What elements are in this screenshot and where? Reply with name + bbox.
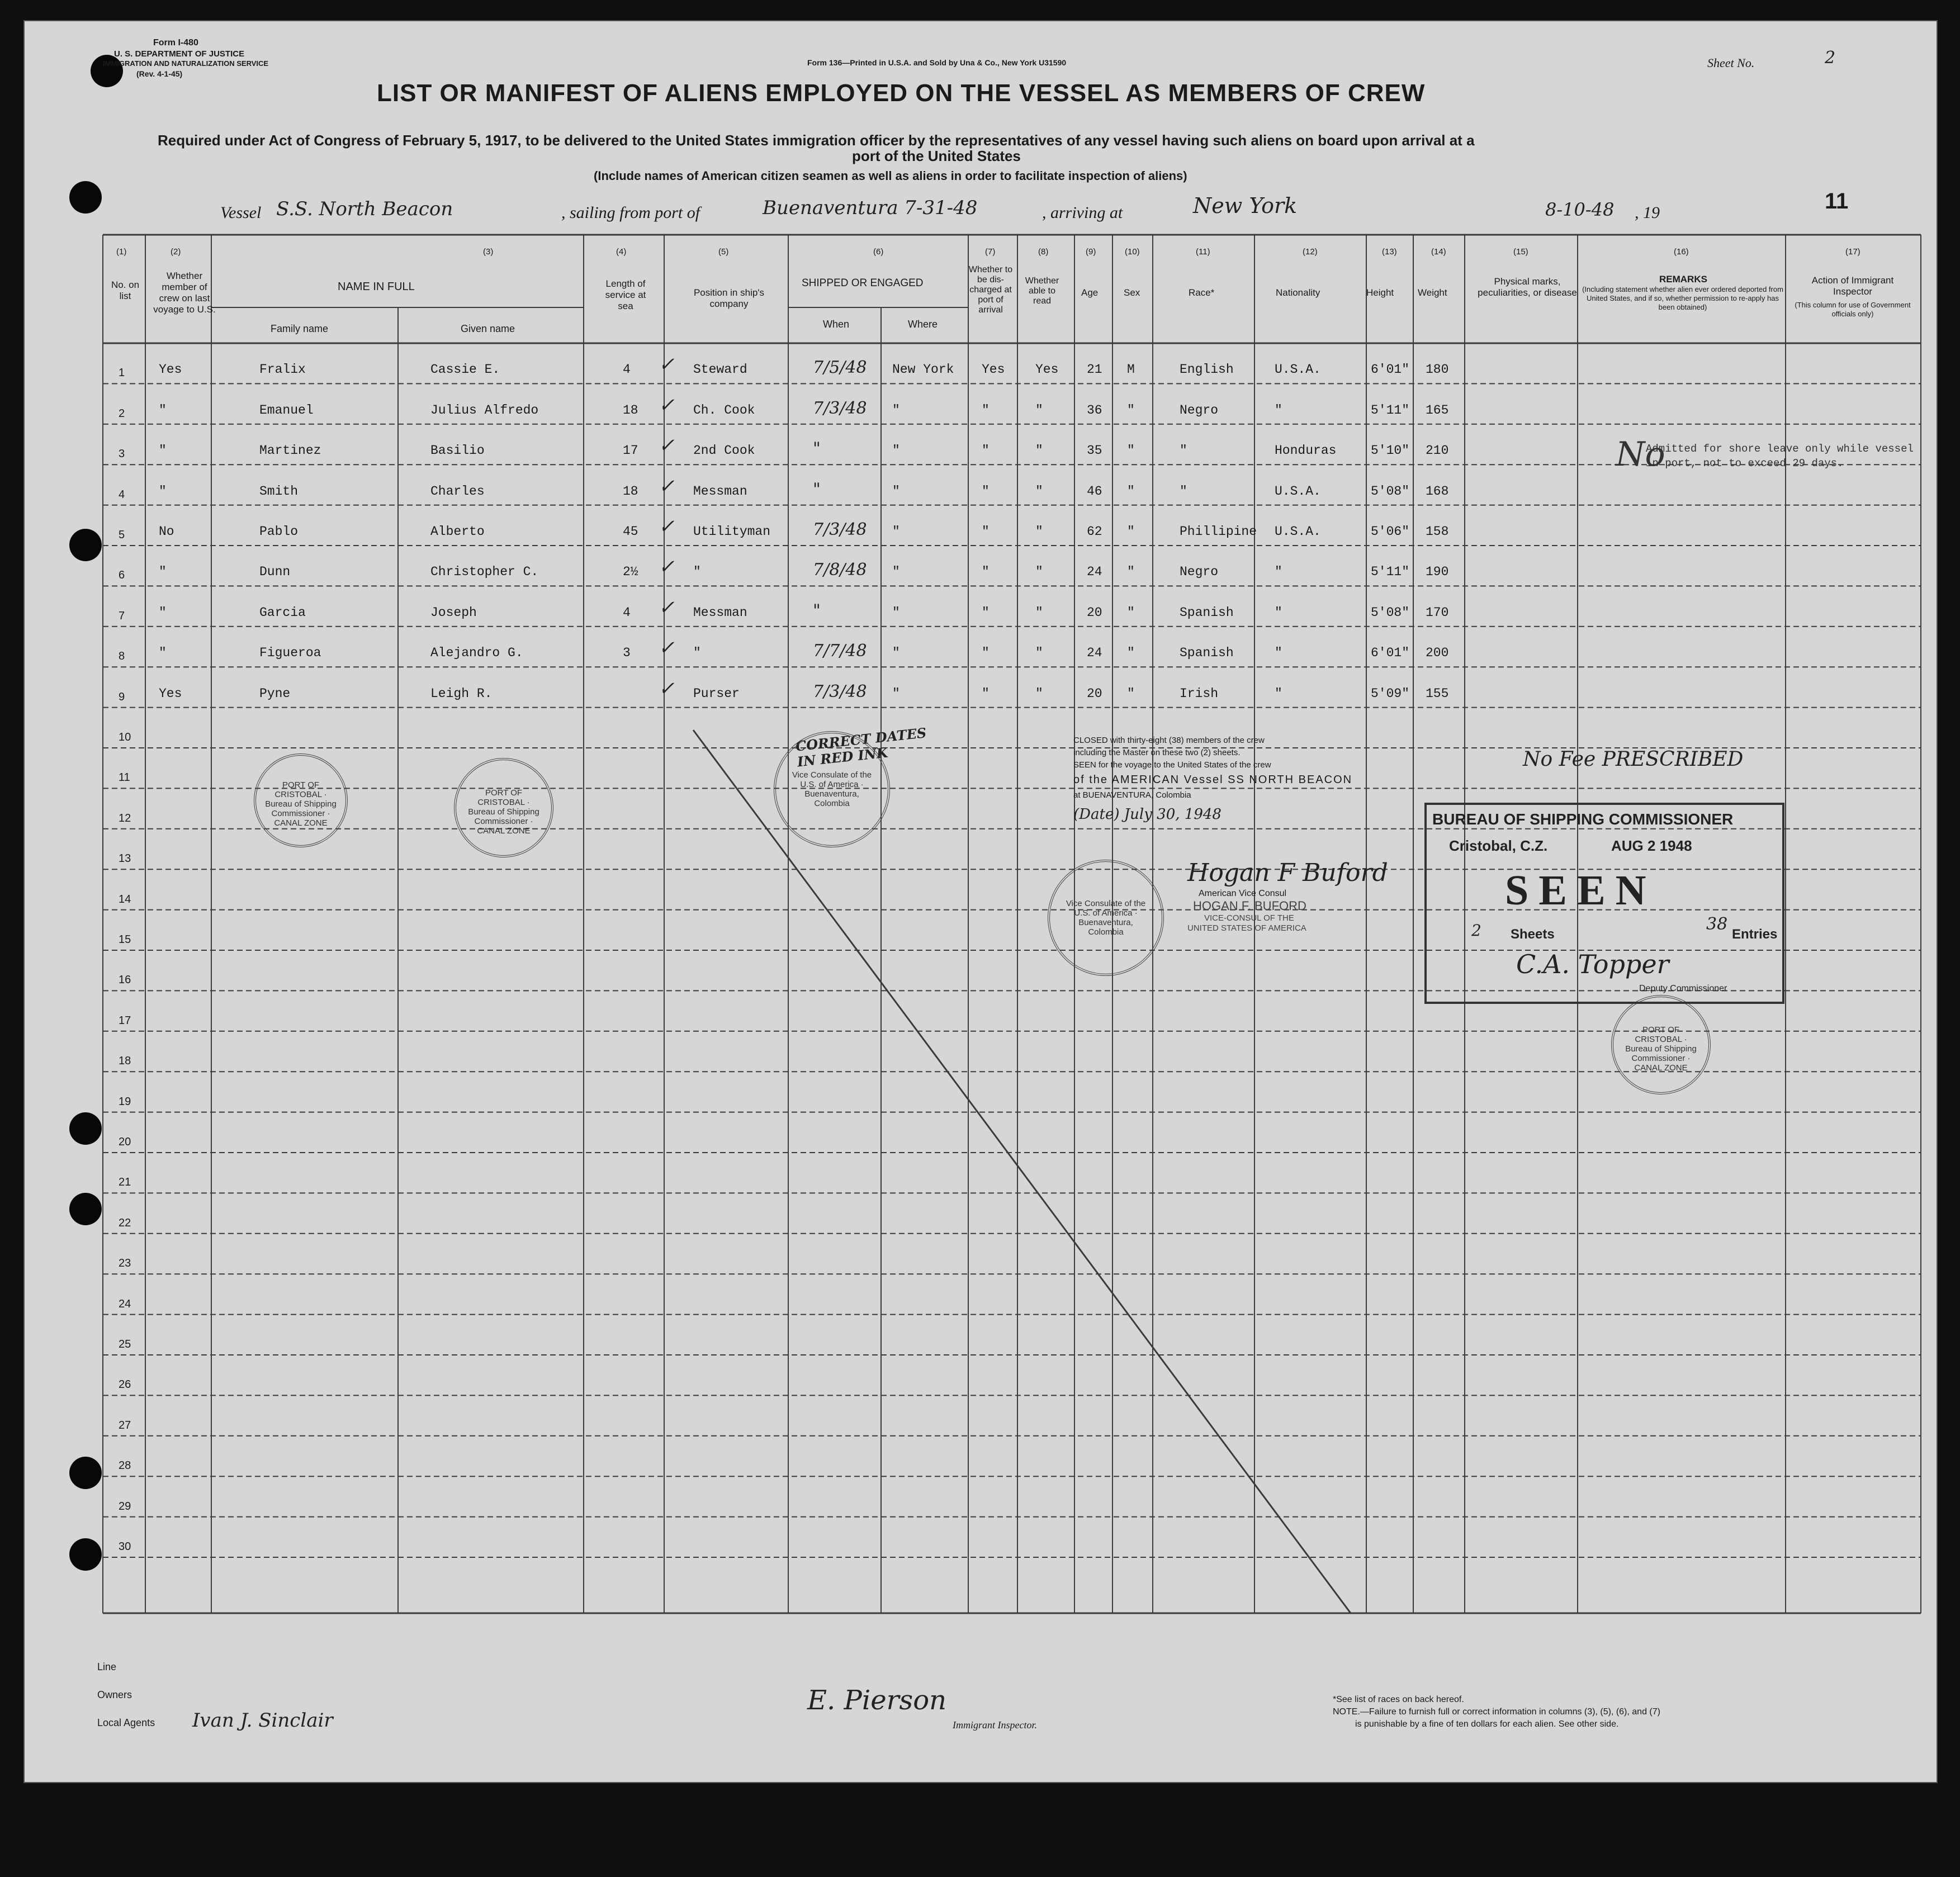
column-number: (9) <box>1086 247 1096 257</box>
revision: (Rev. 4-1-45) <box>136 69 183 78</box>
service-length-cell: 17 <box>623 443 638 458</box>
column-number: (12) <box>1303 247 1318 257</box>
column-number: (15) <box>1513 247 1528 257</box>
family-name-cell: Figueroa <box>259 646 321 661</box>
last-voyage-cell: " <box>159 484 167 499</box>
col5-header: Position in ship's company <box>693 287 765 309</box>
commissioner-sheets-num: 2 <box>1471 921 1481 940</box>
discharge-cell: " <box>982 686 990 701</box>
port-stamp-text: PORT OF CRISTOBAL · Bureau of Shipping Commissioner · CANAL ZONE <box>1625 1025 1697 1073</box>
family-name-cell: Fralix <box>259 362 306 377</box>
position-cell: " <box>693 565 701 580</box>
discharge-cell: " <box>982 605 990 620</box>
race-cell: " <box>1180 484 1187 499</box>
col7-header: Whether to be dis-charged at port of arrival <box>968 265 1013 315</box>
row-number: 16 <box>119 974 131 987</box>
age-cell: 62 <box>1087 524 1102 539</box>
last-voyage-cell: " <box>159 646 167 661</box>
last-voyage-cell: Yes <box>159 686 182 701</box>
family-name-cell: Dunn <box>259 565 291 580</box>
shipped-where-cell: " <box>892 443 900 458</box>
position-cell: Messman <box>693 605 747 620</box>
race-cell: " <box>1180 443 1187 458</box>
closed-line-6: (Date) July 30, 1948 <box>1073 806 1222 823</box>
row-number: 20 <box>119 1136 131 1148</box>
nationality-cell: Honduras <box>1275 443 1337 458</box>
family-name-cell: Martinez <box>259 443 321 458</box>
weight-cell: 158 <box>1426 524 1449 539</box>
col14-header: Weight <box>1418 287 1447 298</box>
col16-body: (Including statement whether alien ever ordered deported from United States, and if so, whether permission to re-apply has been obtained) <box>1582 285 1783 311</box>
able-to-read-cell: " <box>1035 443 1043 458</box>
page-stamp-number: 11 <box>1825 189 1849 214</box>
page-title: LIST OR MANIFEST OF ALIENS EMPLOYED ON THE VESSEL AS MEMBERS OF CREW <box>377 79 1426 107</box>
row-number: 7 <box>119 609 125 622</box>
sex-cell: " <box>1127 605 1135 620</box>
no-fee-note: No Fee PRESCRIBED <box>1523 748 1744 771</box>
col2-header: Whether member of crew on last voyage to U.S. <box>153 271 216 315</box>
height-cell: 6'01" <box>1371 646 1410 661</box>
family-name-cell: Pyne <box>259 686 291 701</box>
commissioner-stamp <box>1424 803 1784 1004</box>
check-mark: ✓ <box>659 515 675 538</box>
position-cell: Messman <box>693 484 747 499</box>
row-number: 18 <box>119 1055 131 1068</box>
closed-line-2: including the Master on these two (2) sheets. <box>1073 748 1241 757</box>
column-number: (1) <box>116 247 127 257</box>
shipped-when-cell: " <box>813 600 821 620</box>
age-cell: 20 <box>1087 605 1102 620</box>
weight-cell: 155 <box>1426 686 1449 701</box>
shipped-where-cell: " <box>892 686 900 701</box>
check-mark: ✓ <box>659 475 675 497</box>
row-number: 21 <box>119 1176 131 1189</box>
age-cell: 21 <box>1087 362 1102 377</box>
row-number: 8 <box>119 650 125 663</box>
shipped-when-cell: 7/3/48 <box>813 681 867 701</box>
last-voyage-cell: " <box>159 402 167 418</box>
row-number: 28 <box>119 1459 131 1472</box>
nationality-cell: U.S.A. <box>1275 362 1321 377</box>
commissioner-date: AUG 2 1948 <box>1611 837 1692 854</box>
shipped-when-cell: 7/8/48 <box>813 560 867 580</box>
race-cell: Irish <box>1180 686 1219 701</box>
check-mark: ✓ <box>659 596 675 619</box>
shipped-when-cell: 7/7/48 <box>813 641 867 661</box>
col10-header: Sex <box>1124 287 1140 298</box>
shipped-where-cell: " <box>892 484 900 499</box>
row-number: 15 <box>119 933 131 946</box>
commissioner-role: Deputy Commissioner <box>1639 984 1727 993</box>
shipped-where-cell: New York <box>892 362 954 377</box>
inspector-label: Immigrant Inspector. <box>953 1719 1037 1731</box>
commissioner-entries-num: 38 <box>1706 914 1728 934</box>
commissioner-signature: C.A. Topper <box>1516 949 1669 979</box>
commissioner-entries-label: Entries <box>1732 927 1778 942</box>
shipped-where-cell: " <box>892 524 900 539</box>
able-to-read-cell: " <box>1035 402 1043 418</box>
nationality-cell: U.S.A. <box>1275 484 1321 499</box>
date-value: 8-10-48 <box>1545 199 1615 220</box>
check-mark: ✓ <box>659 434 675 457</box>
remark-mark: No <box>1616 435 1665 474</box>
column-number: (16) <box>1674 247 1689 257</box>
port-stamp-text: PORT OF CRISTOBAL · Bureau of Shipping Commissioner · CANAL ZONE <box>468 788 539 836</box>
given-name-cell: Alejandro G. <box>430 646 523 661</box>
port-stamp-text: PORT OF CRISTOBAL · Bureau of Shipping Commissioner · CANAL ZONE <box>265 780 337 828</box>
col15-header: Physical marks, peculiarities, or disease <box>1478 276 1577 298</box>
subtitle-1: Required under Act of Congress of February 5, 1917, to be delivered to the United States immigration officer by the representatives of any vessel having such aliens on board upon arrival at a <box>158 132 1475 149</box>
col6a-header: When <box>823 319 850 330</box>
vessel-value: S.S. North Beacon <box>276 198 453 220</box>
col17-title: Action of Immigrant Inspector <box>1811 275 1894 297</box>
given-name-cell: Leigh R. <box>430 686 493 701</box>
age-cell: 24 <box>1087 565 1102 580</box>
shipped-when-cell: 7/3/48 <box>813 520 867 539</box>
port-stamp-seal <box>1611 995 1711 1094</box>
column-number: (11) <box>1196 247 1210 257</box>
arriving-value: New York <box>1193 193 1298 218</box>
check-mark: ✓ <box>659 677 675 700</box>
able-to-read-cell: Yes <box>1035 362 1059 377</box>
position-cell: Ch. Cook <box>693 402 755 418</box>
subtitle-2: port of the United States <box>852 148 1021 164</box>
row-number: 13 <box>119 852 131 865</box>
sex-cell: M <box>1127 362 1135 377</box>
check-mark: ✓ <box>659 353 675 376</box>
height-cell: 5'09" <box>1371 686 1410 701</box>
row-number: 23 <box>119 1257 131 1270</box>
year-label: , 19 <box>1635 203 1660 222</box>
able-to-read-cell: " <box>1035 646 1043 661</box>
arriving-label: , arriving at <box>1042 203 1123 222</box>
service-length-cell: 4 <box>623 605 631 620</box>
nationality-cell: U.S.A. <box>1275 524 1321 539</box>
row-number: 5 <box>119 529 125 541</box>
remark-note: Admitted for shore leave only while vessel in port, not to exceed 29 days. <box>1646 443 1914 470</box>
row-number: 22 <box>119 1216 131 1229</box>
given-name-cell: Basilio <box>430 443 485 458</box>
footer-note-2: NOTE.—Failure to furnish full or correct information in columns (3), (5), (6), and (7) <box>1333 1707 1660 1717</box>
age-cell: 46 <box>1087 484 1102 499</box>
col17-body: (This column for use of Government officials only) <box>1795 301 1911 318</box>
consulate-seal-text: Vice Consulate of the U.S. of America · Buenaventura, Colombia <box>792 770 872 808</box>
col13-header: Height <box>1366 287 1394 298</box>
weight-cell: 168 <box>1426 484 1449 499</box>
age-cell: 36 <box>1087 402 1102 418</box>
row-number: 30 <box>119 1541 131 1553</box>
printer-line: Form 136—Printed in U.S.A. and Sold by Una & Co., New York U31590 <box>807 58 1067 67</box>
column-number: (4) <box>616 247 627 257</box>
commissioner-place: Cristobal, C.Z. <box>1449 837 1548 854</box>
family-name-cell: Smith <box>259 484 299 499</box>
column-number: (13) <box>1382 247 1397 257</box>
col16-title: REMARKS <box>1659 274 1707 285</box>
row-number: 29 <box>119 1500 131 1513</box>
closed-line-1: CLOSED with thirty-eight (38) members of the crew <box>1073 736 1265 745</box>
position-cell: Steward <box>693 362 747 377</box>
department: U. S. DEPARTMENT OF JUSTICE <box>114 49 245 59</box>
port-stamp-seal <box>454 758 553 857</box>
given-name-cell: Alberto <box>430 524 485 539</box>
col3b-header: Given name <box>461 323 515 334</box>
closed-line-5: at BUENAVENTURA, Colombia <box>1073 790 1191 800</box>
age-cell: 20 <box>1087 686 1102 701</box>
row-number: 3 <box>119 448 125 461</box>
row-number: 17 <box>119 1014 131 1027</box>
service-length-cell: 2½ <box>623 565 638 580</box>
able-to-read-cell: " <box>1035 524 1043 539</box>
col3-header: NAME IN FULL <box>338 281 415 293</box>
row-number: 6 <box>119 569 125 582</box>
footer-agents-value: Ivan J. Sinclair <box>192 1709 333 1732</box>
vessel-label: Vessel <box>220 203 262 222</box>
col4-header: Length of service at sea <box>605 278 646 311</box>
footer-agents-label: Local Agents <box>97 1717 155 1728</box>
race-cell: Spanish <box>1180 605 1234 620</box>
consulate-seal-text: Vice Consulate of the U.S. of America · Buenaventura, Colombia <box>1066 899 1146 937</box>
service-length-cell: 45 <box>623 524 638 539</box>
weight-cell: 210 <box>1426 443 1449 458</box>
row-number: 1 <box>119 367 125 380</box>
race-cell: Phillipine <box>1180 524 1257 539</box>
column-number: (17) <box>1845 247 1860 257</box>
service: IMMIGRATION AND NATURALIZATION SERVICE <box>103 59 269 68</box>
consulate-seal <box>1048 860 1164 976</box>
column-number: (6) <box>873 247 884 257</box>
able-to-read-cell: " <box>1035 605 1043 620</box>
sex-cell: " <box>1127 686 1135 701</box>
family-name-cell: Emanuel <box>259 402 314 418</box>
sailing-label: , sailing from port of <box>561 203 700 222</box>
discharge-cell: " <box>982 484 990 499</box>
service-length-cell: 4 <box>623 362 631 377</box>
sex-cell: " <box>1127 402 1135 418</box>
race-cell: Spanish <box>1180 646 1234 661</box>
row-number: 25 <box>119 1338 131 1350</box>
nationality-cell: " <box>1275 605 1282 620</box>
row-number: 11 <box>119 771 130 784</box>
sex-cell: " <box>1127 443 1135 458</box>
able-to-read-cell: " <box>1035 565 1043 580</box>
consulate-seal <box>774 731 890 847</box>
last-voyage-cell: " <box>159 565 167 580</box>
family-name-cell: Garcia <box>259 605 306 620</box>
footer-note-3: is punishable by a fine of ten dollars for each alien. See other side. <box>1355 1719 1619 1729</box>
discharge-cell: " <box>982 565 990 580</box>
sex-cell: " <box>1127 484 1135 499</box>
given-name-cell: Julius Alfredo <box>430 402 539 418</box>
form-number: Form I-480 <box>153 38 198 48</box>
given-name-cell: Joseph <box>430 605 477 620</box>
row-number: 19 <box>119 1095 131 1108</box>
col3a-header: Family name <box>271 323 329 334</box>
discharge-cell: " <box>982 646 990 661</box>
manifest-sheet <box>23 20 1938 1783</box>
service-length-cell: 3 <box>623 646 631 661</box>
column-number: (5) <box>718 247 729 257</box>
position-cell: Purser <box>693 686 740 701</box>
height-cell: 6'01" <box>1371 362 1410 377</box>
service-length-cell: 18 <box>623 402 638 418</box>
footer-owners-label: Owners <box>97 1689 132 1700</box>
shipped-when-cell: 7/3/48 <box>813 398 867 418</box>
closed-line-4: of the AMERICAN Vessel SS NORTH BEACON <box>1073 774 1353 786</box>
sex-cell: " <box>1127 646 1135 661</box>
discharge-cell: " <box>982 443 990 458</box>
shipped-where-cell: " <box>892 605 900 620</box>
last-voyage-cell: " <box>159 605 167 620</box>
commissioner-title: BUREAU OF SHIPPING COMMISSIONER <box>1432 810 1734 828</box>
col6-header: SHIPPED OR ENGAGED <box>802 277 924 289</box>
closed-line-3: SEEN for the voyage to the United States of the crew <box>1073 760 1271 770</box>
weight-cell: 180 <box>1426 362 1449 377</box>
service-length-cell: 18 <box>623 484 638 499</box>
consul-line-3: VICE-CONSUL OF THE <box>1204 913 1294 923</box>
commissioner-sheets-label: Sheets <box>1511 927 1555 942</box>
col6b-header: Where <box>908 319 938 330</box>
sheet-label: Sheet No. <box>1707 56 1755 70</box>
family-name-cell: Pablo <box>259 524 299 539</box>
shipped-where-cell: " <box>892 646 900 661</box>
shipped-when-cell: " <box>813 439 821 459</box>
height-cell: 5'08" <box>1371 605 1410 620</box>
row-number: 2 <box>119 407 125 420</box>
subtitle-3: (Include names of American citizen seamen as well as aliens in order to facilitate inspection of aliens) <box>594 169 1187 183</box>
discharge-cell: " <box>982 402 990 418</box>
age-cell: 35 <box>1087 443 1102 458</box>
given-name-cell: Cassie E. <box>430 362 500 377</box>
col1-header: No. on list <box>111 279 140 301</box>
weight-cell: 200 <box>1426 646 1449 661</box>
row-number: 27 <box>119 1419 131 1432</box>
race-cell: Negro <box>1180 402 1219 418</box>
position-cell: Utilityman <box>693 524 771 539</box>
discharge-cell: " <box>982 524 990 539</box>
inspector-signature: E. Pierson <box>807 1685 946 1716</box>
race-cell: Negro <box>1180 565 1219 580</box>
last-voyage-cell: Yes <box>159 362 182 377</box>
position-cell: 2nd Cook <box>693 443 755 458</box>
row-number: 26 <box>119 1378 131 1391</box>
sailing-value: Buenaventura 7-31-48 <box>763 197 978 219</box>
row-number: 10 <box>119 731 131 743</box>
column-number: (2) <box>171 247 181 257</box>
footer-note-1: *See list of races on back hereof. <box>1333 1695 1464 1704</box>
consul-line-4: UNITED STATES OF AMERICA <box>1187 923 1306 933</box>
correct-dates-note: CORRECT DATES IN RED INK <box>794 724 927 770</box>
nationality-cell: " <box>1275 565 1282 580</box>
col8-header: Whether able to read <box>1025 276 1059 306</box>
col9-header: Age <box>1081 287 1099 298</box>
sex-cell: " <box>1127 524 1135 539</box>
commissioner-seen: SEEN <box>1505 867 1656 914</box>
consul-line-2: HOGAN F. BUFORD <box>1193 899 1306 913</box>
sheet-number: 2 <box>1825 48 1836 68</box>
weight-cell: 170 <box>1426 605 1449 620</box>
column-number: (14) <box>1431 247 1446 257</box>
row-number: 12 <box>119 812 131 824</box>
nationality-cell: " <box>1275 646 1282 661</box>
nationality-cell: " <box>1275 402 1282 418</box>
row-number: 24 <box>119 1297 131 1310</box>
column-number: (8) <box>1038 247 1049 257</box>
footer-line-label: Line <box>97 1661 117 1672</box>
position-cell: " <box>693 646 701 661</box>
last-voyage-cell: " <box>159 443 167 458</box>
row-number: 14 <box>119 893 131 906</box>
check-mark: ✓ <box>659 556 675 579</box>
check-mark: ✓ <box>659 637 675 660</box>
age-cell: 24 <box>1087 646 1102 661</box>
shipped-where-cell: " <box>892 402 900 418</box>
shipped-when-cell: " <box>813 479 821 499</box>
height-cell: 5'11" <box>1371 402 1410 418</box>
column-number: (10) <box>1125 247 1140 257</box>
row-number: 9 <box>119 690 125 703</box>
weight-cell: 190 <box>1426 565 1449 580</box>
height-cell: 5'10" <box>1371 443 1410 458</box>
given-name-cell: Christopher C. <box>430 565 539 580</box>
height-cell: 5'11" <box>1371 565 1410 580</box>
last-voyage-cell: No <box>159 524 174 539</box>
check-mark: ✓ <box>659 394 675 416</box>
race-cell: English <box>1180 362 1234 377</box>
shipped-when-cell: 7/5/48 <box>813 358 867 378</box>
column-number: (7) <box>985 247 996 257</box>
port-stamp-seal <box>254 753 348 847</box>
height-cell: 5'06" <box>1371 524 1410 539</box>
consul-signature: Hogan F Buford <box>1187 859 1388 887</box>
height-cell: 5'08" <box>1371 484 1410 499</box>
column-number: (3) <box>483 247 494 257</box>
col11-header: Race* <box>1189 287 1215 298</box>
able-to-read-cell: " <box>1035 686 1043 701</box>
col12-header: Nationality <box>1276 287 1320 298</box>
able-to-read-cell: " <box>1035 484 1043 499</box>
weight-cell: 165 <box>1426 402 1449 418</box>
consul-line-1: American Vice Consul <box>1199 889 1287 898</box>
sex-cell: " <box>1127 565 1135 580</box>
discharge-cell: Yes <box>982 362 1005 377</box>
nationality-cell: " <box>1275 686 1282 701</box>
shipped-where-cell: " <box>892 565 900 580</box>
given-name-cell: Charles <box>430 484 485 499</box>
row-number: 4 <box>119 488 125 501</box>
